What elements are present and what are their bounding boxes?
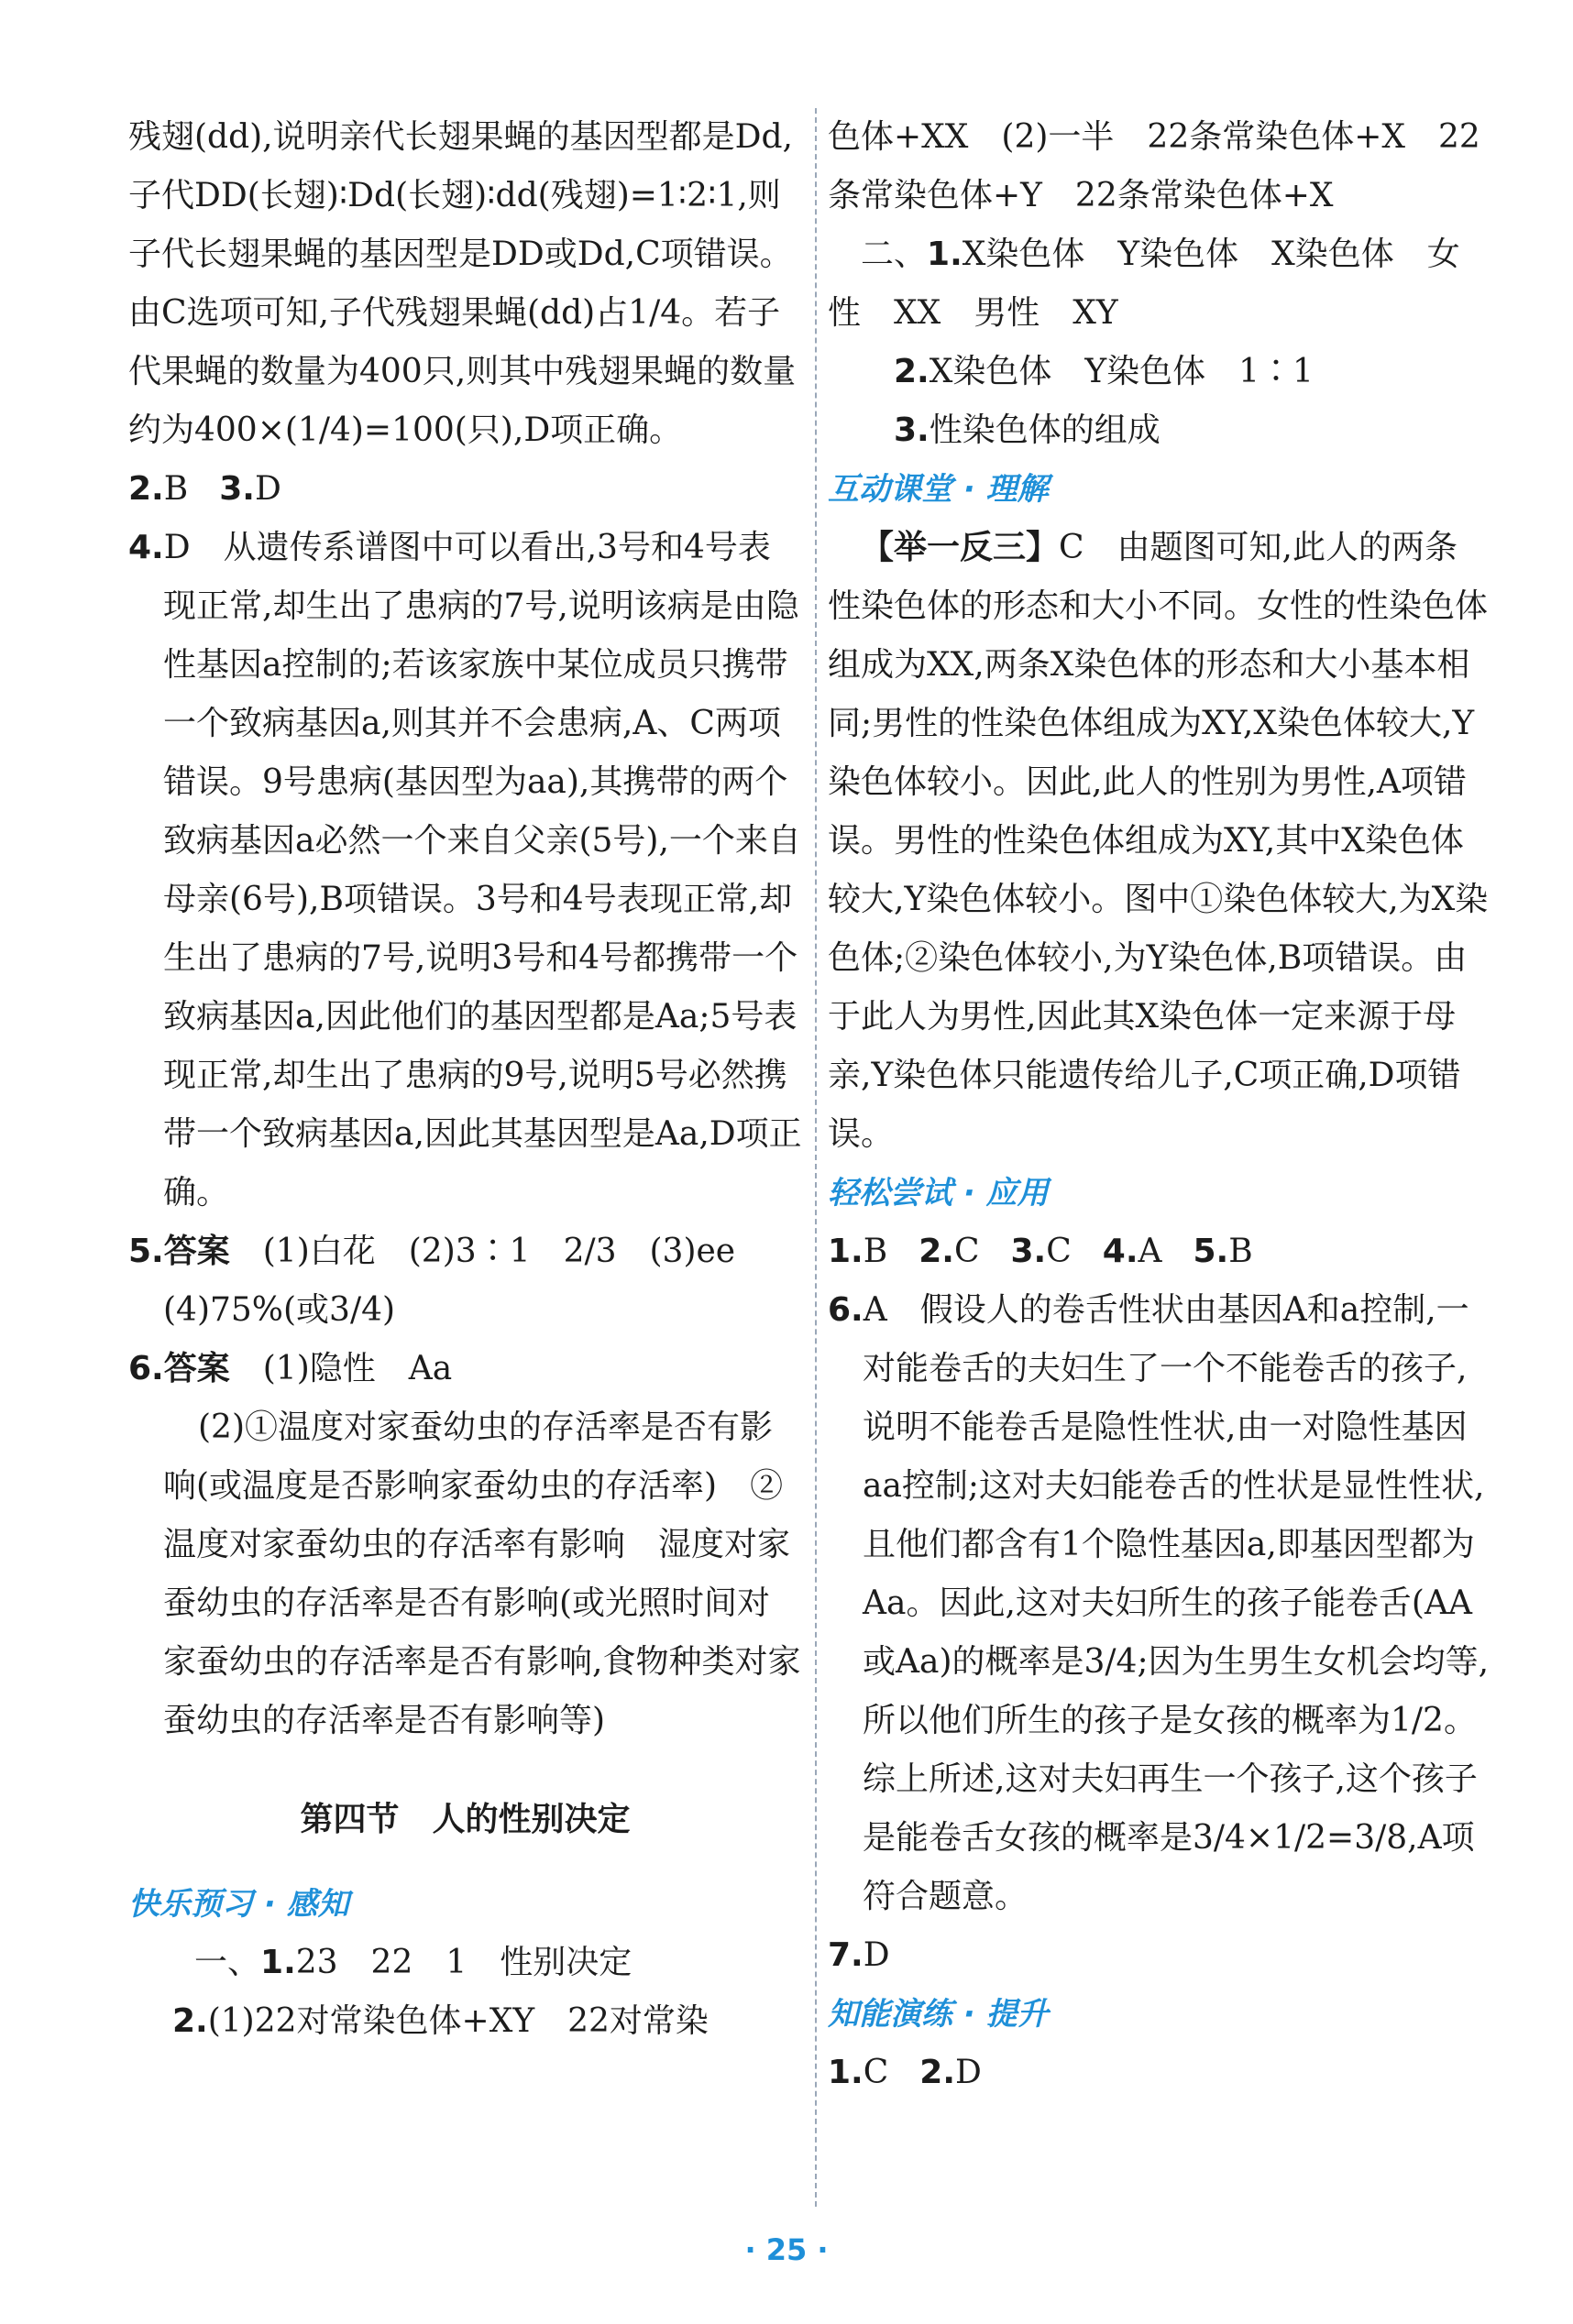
question-number: 5.	[128, 1233, 164, 1270]
example-paragraph	[828, 519, 1490, 1164]
answer-value: D	[863, 1936, 890, 1974]
example-label: 【举一反三】	[861, 529, 1060, 566]
answer-label: 答案	[163, 1350, 230, 1387]
section-heading: 快乐预习 · 感知	[128, 1886, 349, 1923]
question-number: 1.	[260, 1944, 296, 1981]
answer-text: 性染色体的组成	[929, 411, 1160, 449]
question-number: 2.	[172, 2002, 208, 2040]
answer-text: X染色体 Y染色体 1∶1	[929, 353, 1314, 390]
right-column	[828, 108, 1490, 2102]
answer-explanation: A 假设人的卷舌性状由基因A和a控制,一对能卷舌的夫妇生了一个不能卷舌的孩子,说明不能卷舌是隐性性状,由一对隐性基因aa控制;这对夫妇能卷舌的性状是显性性状,且他们都含有1个隐性基因a,即基因型都为Aa。因此,这对夫妇所生的孩子能卷舌(AA或Aa)的概率是3/4;因为生男生女机会均等,所以他们所生的孩子是女孩的概率为1/2。综上所述,这对夫妇再生一个孩子,这个孩子是能卷舌女孩的概率是3/4×1/2=3/8,A项符合题意。	[863, 1291, 1490, 1915]
answer-value: D	[254, 470, 281, 508]
example-text: C 由题图可知,此人的两条性染色体的形态和大小不同。女性的性染色体组成为XX,两条X染色体的形态和大小基本相同;男性的性染色体组成为XY,X染色体较大,Y染色体较小。因此,此人的性别为男性,A项错误。男性的性染色体组成为XY,其中X染色体较大,Y染色体较小。图中①染色体较大,为X染色体;②染色体较小,为Y染色体,B项错误。由于此人为男性,因此其X染色体一定来源于母亲,Y染色体只能遗传给儿子,C项正确,D项错误。	[828, 529, 1489, 1153]
answer-text: X染色体 Y染色体 X染色体 女性 XX 男性 XY	[828, 236, 1460, 332]
answer-7	[828, 1926, 1490, 1985]
continued-text: 残翅(dd),说明亲代长翅果蝇的基因型都是Dd,子代DD(长翅)∶Dd(长翅)∶dd(残翅)=1∶2∶1,则子代长翅果蝇的基因型是DD或Dd,C项错误。由C选项可知,子代残翅果蝇(dd)占1/4。若子代果蝇的数量为400只,则其中残翅果蝇的数量约为400×(1/4)=100(只),D项正确。	[128, 118, 797, 449]
question-number: 2.	[128, 470, 164, 508]
answer-value: D	[955, 2054, 982, 2091]
question-number: 4.	[1102, 1233, 1138, 1270]
question-number: 5.	[1193, 1233, 1229, 1270]
answer-5	[128, 1222, 802, 1340]
section-heading: 知能演练 · 提升	[828, 1996, 1049, 2033]
answer-text: 23 22 1 性别决定	[295, 1944, 632, 1981]
chapter-title: 第四节 人的性别决定	[300, 1801, 631, 1838]
answer-6	[128, 1340, 802, 1398]
section-heading: 互动课堂 · 理解	[828, 471, 1049, 508]
question-number: 4.	[128, 529, 164, 566]
answer-value: B	[863, 1233, 888, 1270]
answer-line-1-5	[828, 1222, 1490, 1281]
answer-value: C	[863, 2054, 889, 2091]
answer-value: A	[1138, 1233, 1162, 1270]
left-column	[128, 108, 802, 2051]
answer-value: C	[953, 1233, 980, 1270]
answer-text: (1)隐性 Aa	[262, 1350, 453, 1387]
page-number: · 25 ·	[744, 2232, 829, 2267]
answer-4	[128, 519, 802, 1222]
answer-text: (1)白花 (2)3∶1 2/3 (3)ee	[262, 1233, 736, 1270]
question-number: 3.	[894, 411, 930, 449]
answer-line-final	[828, 2044, 1490, 2102]
question-number: 6.	[828, 1291, 864, 1329]
continued-paragraph	[128, 108, 802, 460]
question-number: 3.	[1010, 1233, 1047, 1270]
preview-item-2	[128, 1992, 802, 2051]
question-number: 7.	[828, 1936, 864, 1974]
question-number: 3.	[219, 470, 255, 508]
question-number: 2.	[918, 1233, 954, 1270]
answer-text: (2)①温度对家蚕幼虫的存活率是否有影响(或温度是否影响家蚕幼虫的存活率) ②温度对家蚕幼虫的存活率有影响 湿度对家蚕幼虫的存活率是否有影响(或光照时间对家蚕幼虫的存活率是否有影响,食物种类对家蚕幼虫的存活率是否有影响等)	[163, 1409, 801, 1739]
part2-item-3	[828, 401, 1490, 460]
continued-text: 色体+XX (2)一半 22条常染色体+X 22条常染色体+Y 22条常染色体+X	[828, 118, 1480, 214]
preview-item-1	[128, 1934, 802, 1992]
part-prefix: 一、	[194, 1944, 261, 1981]
part2-item-2	[828, 343, 1490, 401]
question-number: 1.	[828, 2054, 864, 2091]
part-prefix: 二、	[861, 236, 928, 273]
answer-6-paragraph	[128, 1398, 802, 1750]
question-number: 1.	[927, 236, 962, 273]
answer-value: B	[163, 470, 189, 508]
question-number: 6.	[128, 1350, 164, 1387]
part2-item-1	[828, 225, 1490, 343]
answer-line-2-3	[128, 460, 802, 519]
continued-answer	[828, 108, 1490, 225]
section-heading: 轻松尝试 · 应用	[828, 1175, 1049, 1211]
question-number: 2.	[919, 2054, 956, 2091]
answer-text: (4)75%(或3/4)	[163, 1291, 396, 1329]
question-number: 2.	[894, 353, 930, 390]
column-divider	[815, 108, 817, 2207]
answer-text: (1)22对常染色体+XY 22对常染	[207, 2002, 709, 2040]
answer-value: B	[1228, 1233, 1253, 1270]
answer-explanation: D 从遗传系谱图中可以看出,3号和4号表现正常,却生出了患病的7号,说明该病是由隐性基因a控制的;若该家族中某位成员只携带一个致病基因a,则其并不会患病,A、C两项错误。9号患病(基因型为aa),其携带的两个致病基因a必然一个来自父亲(5号),一个来自母亲(6号),B项错误。3号和4号表现正常,却生出了患病的7号,说明3号和4号都携带一个致病基因a,因此他们的基因型都是Aa;5号表现正常,却生出了患病的9号,说明5号必然携带一个致病基因a,因此其基因型是Aa,D项正确。	[163, 529, 802, 1211]
answer-6-right	[828, 1281, 1490, 1926]
answer-value: C	[1046, 1233, 1072, 1270]
answer-label: 答案	[163, 1233, 230, 1270]
question-number: 1.	[828, 1233, 864, 1270]
